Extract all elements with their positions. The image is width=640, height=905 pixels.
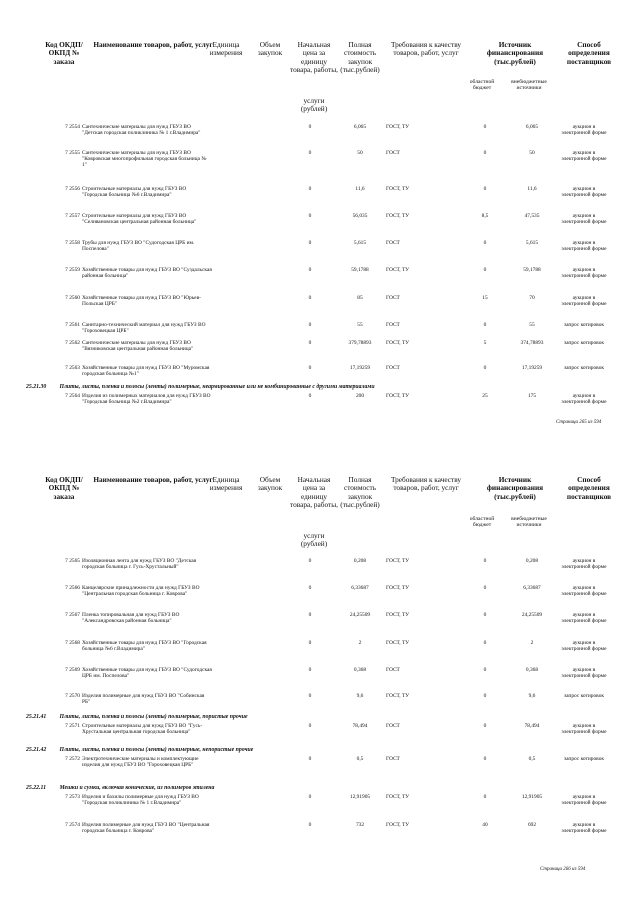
header-requirements: Требования к качеству товаров, работ, услуг	[390, 475, 462, 493]
procurement-method: аукцион в электронной форме	[561, 667, 607, 680]
unit-price: 0	[308, 295, 312, 301]
section-title: Мешки и сумки, включая конические, из полимеров этилена	[59, 785, 215, 791]
extra-budget: 12,91905	[521, 794, 543, 800]
header-total: Полная стоимость закупок (тыс.рублей)	[340, 475, 380, 510]
procurement-method: аукцион в электронной форме	[561, 295, 607, 308]
requirements: ГОСТ	[386, 240, 400, 246]
item-name: Трубы для нужд ГБУЗ ВО "Судогодская ЦРБ им. Поспелова"	[82, 240, 195, 253]
unit-price: 0	[308, 558, 312, 564]
unit-price: 0	[308, 340, 312, 346]
regional-budget: 0	[483, 150, 487, 156]
header-name: Наименование товаров, работ, услуг	[93, 475, 213, 484]
item-name: Хозяйственные товары для нужд ГБУЗ ВО "Судогодская ЦРБ им. Поспелова"	[82, 667, 212, 680]
unit-price: 0	[308, 585, 312, 591]
order-number: 7 2556	[65, 186, 80, 192]
procurement-method: запрос котировок	[563, 322, 605, 328]
procurement-method: аукцион в электронной форме	[561, 186, 607, 199]
total-cost: 50	[357, 150, 363, 156]
extra-budget: 0,5	[528, 756, 536, 762]
header-source-regional: областной бюджет	[469, 79, 495, 92]
unit-price: 0	[308, 667, 312, 673]
header-source-extra: внебюджетные источники	[511, 79, 547, 92]
procurement-method: запрос котировок	[563, 365, 605, 371]
requirements: ГОСТ, ТУ	[386, 186, 410, 192]
section-heading	[26, 785, 626, 791]
extra-budget: 59,1788	[523, 267, 541, 273]
order-number: 7 2554	[65, 124, 80, 130]
extra-budget: 17,19259	[521, 365, 543, 371]
extra-budget: 0,368	[525, 667, 539, 673]
item-name: Пленка топировальная для нужд ГБУЗ ВО "Александровская районная больница"	[82, 612, 180, 625]
section-code: 25.21.41	[26, 714, 47, 720]
requirements: ГОСТ, ТУ	[386, 340, 410, 346]
procurement-method: аукцион в электронной форме	[561, 822, 607, 835]
unit-price: 0	[308, 322, 312, 328]
item-name: Строительные материалы для нужд ГБУЗ ВО "Гусь-Хрустальная центральная городская больница"	[82, 723, 203, 736]
order-number: 7 2560	[65, 295, 80, 301]
procurement-method: аукцион в электронной форме	[561, 640, 607, 653]
procurement-method: запрос котировок	[563, 756, 605, 762]
item-name: Хозяйственные товары для нужд ГБУЗ ВО "Юрьев-Польская ЦРБ"	[82, 295, 201, 308]
total-cost: 59,1788	[351, 267, 369, 273]
procurement-method: аукцион в электронной форме	[561, 240, 607, 253]
header-volume: Объем закупок	[257, 40, 283, 58]
unit-price: 0	[308, 365, 312, 371]
order-number: 7 2555	[65, 150, 80, 156]
header-source: Источник финансирования (тыс.рублей)	[486, 475, 544, 501]
header-source: Источник финансирования (тыс.рублей)	[486, 40, 544, 66]
regional-budget: 0	[483, 794, 487, 800]
procurement-method: запрос котировок	[563, 340, 605, 346]
order-number: 7 2574	[65, 822, 80, 828]
item-name: Строительные материалы для нужд ГБУЗ ВО "Селивановская центральная районная больница"	[82, 213, 197, 226]
total-cost: 55	[357, 322, 363, 328]
order-number: 7 2558	[65, 240, 80, 246]
unit-price: 0	[308, 822, 312, 828]
requirements: ГОСТ, ТУ	[386, 558, 410, 564]
order-number: 7 2572	[65, 756, 80, 762]
regional-budget: 0	[483, 365, 487, 371]
requirements: ГОСТ, ТУ	[386, 693, 410, 699]
total-cost: 6,33687	[351, 585, 369, 591]
section-code: 25.21.30	[26, 384, 47, 390]
item-name: Строительные материалы для нужд ГБУЗ ВО "Городская больница №6 г.Владимира"	[82, 186, 187, 199]
unit-price: 0	[308, 186, 312, 192]
item-name: Сантехнические материалы для нужд ГБУЗ ВО "Вязниковская центральная районная больница"	[82, 340, 194, 353]
total-cost: 9,6	[356, 693, 364, 699]
regional-budget: 0	[483, 267, 487, 273]
item-name: Хозяйственные товары для нужд ГБУЗ ВО "Суздальская районная больница"	[82, 267, 212, 280]
unit-price: 0	[308, 756, 312, 762]
unit-price: 0	[308, 723, 312, 729]
header-code: Код ОКДП/ ОКПД № заказа	[45, 475, 83, 501]
procurement-method: аукцион в электронной форме	[561, 585, 607, 598]
page-footer: Страница 265 из 594	[556, 420, 602, 425]
total-cost: 56,035	[352, 213, 368, 219]
header-method: Способ определения поставщиков	[566, 475, 612, 501]
requirements: ГОСТ, ТУ	[386, 794, 410, 800]
requirements: ГОСТ	[386, 667, 400, 673]
total-cost: 17,19259	[349, 365, 371, 371]
header-unit: Единица измерения	[209, 40, 243, 58]
regional-budget: 0	[483, 186, 487, 192]
total-cost: 24,25509	[349, 612, 371, 618]
unit-price: 0	[308, 640, 312, 646]
procurement-method: аукцион в электронной форме	[561, 124, 607, 137]
regional-budget: 0	[483, 240, 487, 246]
unit-price: 0	[308, 240, 312, 246]
document-page-2	[0, 456, 640, 905]
order-number: 7 2567	[65, 612, 80, 618]
section-title: Плиты, листы, пленка и полосы (ленты) полимерные, пористые прочие	[59, 714, 248, 720]
item-name: Изоляционная лента для нужд ГБУЗ ВО "Детская городская больница г. Гусь-Хрустальный"	[82, 558, 197, 571]
requirements: ГОСТ, ТУ	[386, 124, 410, 130]
item-name: Изделия полимерные для нужд ГБУЗ ВО "Собинская РБ"	[82, 693, 205, 706]
requirements: ГОСТ, ТУ	[386, 585, 410, 591]
extra-budget: 9,6	[528, 693, 536, 699]
regional-budget: 0	[483, 585, 487, 591]
item-name: Изделия из полимерных материалов для нужд ГБУЗ ВО "Городская больница №2 г.Владимира"	[82, 393, 211, 406]
order-number: 7 2561	[65, 322, 80, 328]
header-name: Наименование товаров, работ, услуг	[93, 40, 213, 49]
procurement-method: аукцион в электронной форме	[561, 558, 607, 571]
item-name: Хозяйственные товары для нужд ГБУЗ ВО "Муромская городская больница №1"	[82, 365, 210, 378]
unit-price: 0	[308, 393, 312, 399]
page-footer: Страница 266 из 594	[540, 867, 586, 872]
regional-budget: 40	[482, 822, 488, 828]
regional-budget: 8,5	[481, 213, 489, 219]
unit-price: 0	[308, 794, 312, 800]
header-source-extra: внебюджетные источники	[511, 516, 547, 529]
total-cost: 200	[355, 393, 365, 399]
item-name: Электротехнические материалы и комплектующие изделия для нужд ГБУЗ ВО "Гороховецкая ЦРБ"	[82, 756, 199, 769]
order-number: 7 2564	[65, 393, 80, 399]
order-number: 7 2569	[65, 667, 80, 673]
total-cost: 12,91905	[349, 794, 371, 800]
header-unit: Единица измерения	[209, 475, 243, 493]
order-number: 7 2568	[65, 640, 80, 646]
header-price-services: услуги (рублей)	[300, 96, 328, 114]
item-name: Изделия и бахилы полимерные для нужд ГБУЗ ВО "Городская поликлиника № 1 г.Владимира"	[82, 794, 199, 807]
regional-budget: 0	[483, 322, 487, 328]
requirements: ГОСТ	[386, 322, 400, 328]
section-title: Плиты, листы, пленка и полосы (ленты) полимерные, неармированные или не комбинированные с другими материалами	[59, 384, 375, 390]
total-cost: 2	[358, 640, 362, 646]
header-method: Способ определения поставщиков	[566, 40, 612, 66]
section-heading	[26, 384, 626, 390]
order-number: 7 2570	[65, 693, 80, 699]
extra-budget: 0,208	[525, 558, 539, 564]
unit-price: 0	[308, 693, 312, 699]
item-name: Санитарно-технический материал для нужд ГБУЗ ВО "Гороховецкая ЦРБ"	[82, 322, 206, 335]
unit-price: 0	[308, 267, 312, 273]
procurement-method: аукцион в электронной форме	[561, 267, 607, 280]
requirements: ГОСТ, ТУ	[386, 612, 410, 618]
extra-budget: 50	[529, 150, 535, 156]
total-cost: 0,368	[353, 667, 367, 673]
total-cost: 0,5	[356, 756, 364, 762]
document-page-1	[0, 0, 640, 440]
item-name: Сантехнические материалы для нужд ГБУЗ ВО "Ковровская многопрофильная городская больница № 1"	[82, 150, 207, 169]
regional-budget: 0	[483, 756, 487, 762]
unit-price: 0	[308, 612, 312, 618]
requirements: ГОСТ, ТУ	[386, 267, 410, 273]
item-name: Хозяйственные товары для нужд ГБУЗ ВО "Городская больница №6 г.Владимира"	[82, 640, 207, 653]
section-title: Плиты, листы, пленка и полосы (ленты) полимерные, непористые прочие	[59, 747, 254, 753]
regional-budget: 0	[483, 667, 487, 673]
regional-budget: 0	[483, 558, 487, 564]
extra-budget: 70	[529, 295, 535, 301]
total-cost: 78,494	[352, 723, 368, 729]
order-number: 7 2573	[65, 794, 80, 800]
procurement-method: аукцион в электронной форме	[561, 794, 607, 807]
order-number: 7 2565	[65, 558, 80, 564]
extra-budget: 47,535	[524, 213, 540, 219]
procurement-method: аукцион в электронной форме	[561, 612, 607, 625]
section-heading	[26, 747, 626, 753]
regional-budget: 0	[483, 124, 487, 130]
header-price-services: услуги (рублей)	[300, 531, 328, 549]
header-code: Код ОКДП/ ОКПД № заказа	[45, 40, 83, 66]
extra-budget: 6,065	[525, 124, 539, 130]
total-cost: 0,208	[353, 558, 367, 564]
extra-budget: 78,494	[524, 723, 540, 729]
item-name: Канцелярские принадлежности для нужд ГБУЗ ВО "Центральная городская больница г. Коврова"	[82, 585, 200, 598]
order-number: 7 2563	[65, 365, 80, 371]
unit-price: 0	[308, 124, 312, 130]
regional-budget: 0	[483, 640, 487, 646]
item-name: Изделия полимерные для нужд ГБУЗ ВО "Центральная городская больница г. Коврова"	[82, 822, 210, 835]
requirements: ГОСТ	[386, 723, 400, 729]
total-cost: 5,615	[353, 240, 367, 246]
total-cost: 11,6	[355, 186, 365, 192]
unit-price: 0	[308, 213, 312, 219]
extra-budget: 5,615	[525, 240, 539, 246]
extra-budget: 692	[527, 822, 537, 828]
procurement-method: аукцион в электронной форме	[561, 393, 607, 406]
order-number: 7 2562	[65, 340, 80, 346]
regional-budget: 0	[483, 693, 487, 699]
header-total: Полная стоимость закупок (тыс.рублей)	[340, 40, 380, 75]
header-price: Начальная цена за единицу товара, работы,	[290, 475, 338, 510]
extra-budget: 24,25509	[521, 612, 543, 618]
regional-budget: 0	[483, 612, 487, 618]
total-cost: 732	[355, 822, 365, 828]
extra-budget: 374,78893	[520, 340, 544, 346]
procurement-method: аукцион в электронной форме	[561, 723, 607, 736]
regional-budget: 5	[483, 340, 487, 346]
order-number: 7 2557	[65, 213, 80, 219]
requirements: ГОСТ	[386, 150, 400, 156]
header-requirements: Требования к качеству товаров, работ, услуг	[390, 40, 462, 58]
extra-budget: 11,6	[527, 186, 537, 192]
requirements: ГОСТ	[386, 295, 400, 301]
requirements: ГОСТ, ТУ	[386, 822, 410, 828]
total-cost: 379,78893	[348, 340, 372, 346]
order-number: 7 2571	[65, 723, 80, 729]
extra-budget: 6,33687	[523, 585, 541, 591]
procurement-method: аукцион в электронной форме	[561, 150, 607, 163]
header-volume: Объем закупок	[257, 475, 283, 493]
requirements: ГОСТ, ТУ	[386, 393, 410, 399]
procurement-method: аукцион в электронной форме	[561, 213, 607, 226]
header-price: Начальная цена за единицу товара, работы,	[290, 40, 338, 75]
total-cost: 85	[357, 295, 363, 301]
extra-budget: 55	[529, 322, 535, 328]
unit-price: 0	[308, 150, 312, 156]
extra-budget: 175	[527, 393, 537, 399]
order-number: 7 2559	[65, 267, 80, 273]
order-number: 7 2566	[65, 585, 80, 591]
section-code: 25.21.42	[26, 747, 47, 753]
header-source-regional: областной бюджет	[469, 516, 495, 529]
requirements: ГОСТ, ТУ	[386, 640, 410, 646]
section-heading	[26, 714, 626, 720]
procurement-method: запрос котировок	[563, 693, 605, 699]
requirements: ГОСТ, ТУ	[386, 213, 410, 219]
regional-budget: 25	[482, 393, 488, 399]
requirements: ГОСТ	[386, 365, 400, 371]
requirements: ГОСТ	[386, 756, 400, 762]
section-code: 25.22.11	[26, 785, 46, 791]
regional-budget: 15	[482, 295, 488, 301]
total-cost: 6,065	[353, 124, 367, 130]
regional-budget: 0	[483, 723, 487, 729]
extra-budget: 2	[530, 640, 534, 646]
item-name: Сантехнические материалы для нужд ГБУЗ ВО "Детская городская поликлиника № 1 г.Владимира"	[82, 124, 201, 137]
